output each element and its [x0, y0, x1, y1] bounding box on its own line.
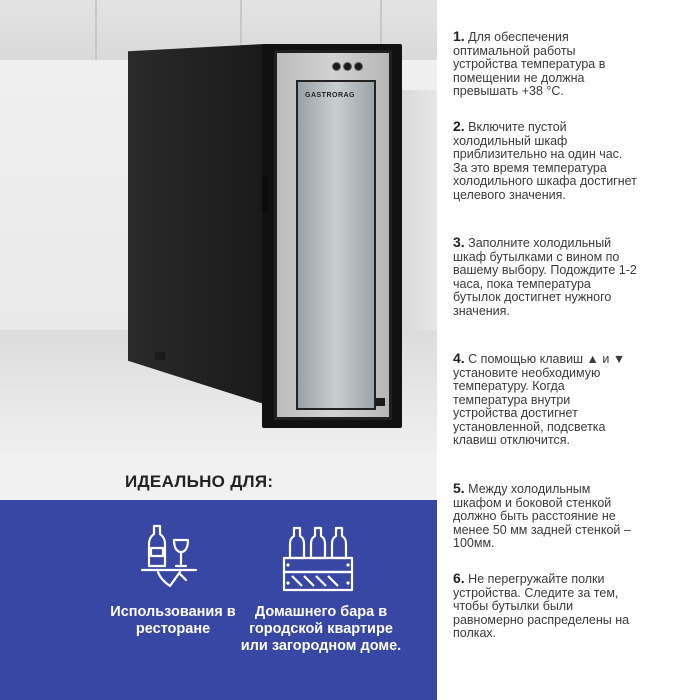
- wine-cooler-side: [128, 44, 264, 404]
- instruction-item: 4. С помощью клавиш ▲ и ▼ установите необходимую температуру. Когда температура внутри устройства достигнет установленной, подсветка клавиш отключится.: [453, 350, 626, 447]
- wine-crate-icon: [282, 524, 354, 594]
- ideal-for-title: ИДЕАЛЬНО ДЛЯ:: [125, 472, 274, 491]
- wine-cooler-glass: [296, 80, 376, 410]
- control-button-icon: [343, 62, 352, 71]
- instruction-item: 3. Заполните холодильный шкаф бутылками с вином по вашему выбору. Подождите 1-2 часа, пока температура бутылок достигнет нужного значения.: [453, 234, 637, 318]
- instruction-item: 2. Включите пустой холодильный шкаф приблизительно на один час. За это время температура холодильного шкафа достигнет целевого значения.: [453, 118, 637, 202]
- ideal-for-panel: [0, 500, 437, 700]
- instructions-column: [440, 0, 700, 700]
- cooler-leg: [155, 352, 165, 360]
- cooler-leg: [375, 398, 385, 406]
- control-button-icon: [354, 62, 363, 71]
- waiter-tray-wine-icon: [140, 522, 200, 594]
- instruction-item: 5. Между холодильным шкафом и боковой стенкой должно быть расстояние не менее 50 мм задней стенкой – 100мм.: [453, 480, 631, 550]
- instruction-item: 1. Для обеспечения оптимальной работы устройства температура в помещении не должна превышать +38 °С.: [453, 28, 606, 98]
- feature-label-restaurant: Использования в ресторане: [110, 604, 236, 637]
- product-photo: [0, 0, 437, 452]
- instruction-item: 6. Не перегружайте полки устройства. Следите за тем, чтобы бутылки были равномерно распределены на полках.: [453, 570, 630, 640]
- brand-logo: GASTRORAG: [305, 92, 355, 99]
- feature-label-home-bar: Домашнего бара в городской квартире или загородном доме.: [240, 604, 402, 654]
- control-button-icon: [332, 62, 341, 71]
- door-handle: [262, 176, 268, 212]
